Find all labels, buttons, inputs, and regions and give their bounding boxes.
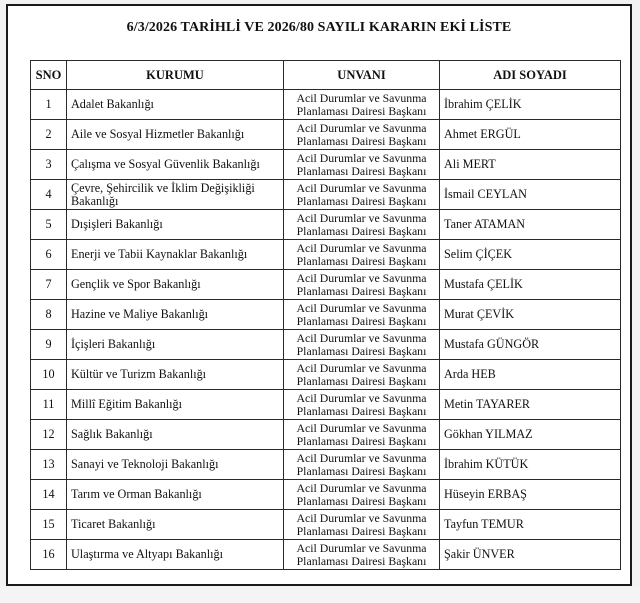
row-kurum: Sanayi ve Teknoloji Bakanlığı bbox=[67, 450, 284, 480]
row-unvan bbox=[284, 480, 440, 510]
table-row bbox=[31, 150, 621, 180]
row-kurum: Dışişleri Bakanlığı bbox=[67, 210, 284, 240]
row-unvan-line-1: Acil Durumlar ve Savunma bbox=[296, 270, 427, 285]
table-row bbox=[31, 510, 621, 540]
row-unvan-line-1: Acil Durumlar ve Savunma bbox=[296, 390, 427, 405]
row-adi-soyadi: Arda HEB bbox=[440, 360, 621, 390]
row-unvan bbox=[284, 300, 440, 330]
row-unvan-line-1: Acil Durumlar ve Savunma bbox=[296, 240, 427, 255]
document-page bbox=[6, 4, 632, 586]
row-sno: 13 bbox=[31, 450, 67, 480]
row-unvan-line-2: Planlaması Dairesi Başkanı bbox=[296, 253, 427, 268]
table-row bbox=[31, 240, 621, 270]
row-sno: 9 bbox=[31, 330, 67, 360]
row-sno: 15 bbox=[31, 510, 67, 540]
row-sno: 5 bbox=[31, 210, 67, 240]
header-kurumu: KURUMU bbox=[67, 61, 284, 90]
row-unvan-line-2: Planlaması Dairesi Başkanı bbox=[296, 433, 427, 448]
row-kurum: Aile ve Sosyal Hizmetler Bakanlığı bbox=[67, 120, 284, 150]
row-kurum: Kültür ve Turizm Bakanlığı bbox=[67, 360, 284, 390]
row-kurum: İçişleri Bakanlığı bbox=[67, 330, 284, 360]
row-unvan-line-1: Acil Durumlar ve Savunma bbox=[296, 120, 427, 135]
row-adi-soyadi: Selim ÇİÇEK bbox=[440, 240, 621, 270]
row-adi-soyadi: Hüseyin ERBAŞ bbox=[440, 480, 621, 510]
row-unvan-line-1: Acil Durumlar ve Savunma bbox=[296, 330, 427, 345]
table-row bbox=[31, 390, 621, 420]
row-unvan bbox=[284, 390, 440, 420]
row-kurum: Hazine ve Maliye Bakanlığı bbox=[67, 300, 284, 330]
row-unvan bbox=[284, 180, 440, 210]
row-unvan-line-1: Acil Durumlar ve Savunma bbox=[296, 300, 427, 315]
bottom-margin bbox=[0, 586, 640, 603]
row-sno: 14 bbox=[31, 480, 67, 510]
row-unvan-line-2: Planlaması Dairesi Başkanı bbox=[296, 403, 427, 418]
row-unvan bbox=[284, 150, 440, 180]
row-adi-soyadi: Ali MERT bbox=[440, 150, 621, 180]
table-body bbox=[31, 90, 621, 570]
row-adi-soyadi: İsmail CEYLAN bbox=[440, 180, 621, 210]
table-row bbox=[31, 330, 621, 360]
row-unvan bbox=[284, 540, 440, 570]
row-unvan-line-1: Acil Durumlar ve Savunma bbox=[296, 420, 427, 435]
row-unvan-line-2: Planlaması Dairesi Başkanı bbox=[296, 193, 427, 208]
table-row bbox=[31, 90, 621, 120]
row-unvan bbox=[284, 210, 440, 240]
document-title: 6/3/2026 TARİHLİ VE 2026/80 SAYILI KARARIN EKİ LİSTE bbox=[126, 20, 512, 35]
row-sno: 3 bbox=[31, 150, 67, 180]
table-row bbox=[31, 300, 621, 330]
row-adi-soyadi: Tayfun TEMUR bbox=[440, 510, 621, 540]
row-sno: 2 bbox=[31, 120, 67, 150]
row-adi-soyadi: Ahmet ERGÜL bbox=[440, 120, 621, 150]
row-unvan-line-1: Acil Durumlar ve Savunma bbox=[296, 450, 427, 465]
row-unvan bbox=[284, 510, 440, 540]
table-row bbox=[31, 540, 621, 570]
row-unvan bbox=[284, 420, 440, 450]
row-unvan-line-1: Acil Durumlar ve Savunma bbox=[296, 180, 427, 195]
row-kurum: Çevre, Şehircilik ve İklim Değişikliği Bakanlığı bbox=[67, 180, 284, 210]
row-adi-soyadi: İbrahim KÜTÜK bbox=[440, 450, 621, 480]
row-sno: 16 bbox=[31, 540, 67, 570]
row-kurum: Tarım ve Orman Bakanlığı bbox=[67, 480, 284, 510]
row-unvan-line-2: Planlaması Dairesi Başkanı bbox=[296, 223, 427, 238]
row-unvan bbox=[284, 270, 440, 300]
row-adi-soyadi: Mustafa ÇELİK bbox=[440, 270, 621, 300]
table-row bbox=[31, 270, 621, 300]
row-unvan-line-1: Acil Durumlar ve Savunma bbox=[296, 90, 427, 105]
row-adi-soyadi: Gökhan YILMAZ bbox=[440, 420, 621, 450]
row-kurum: Adalet Bakanlığı bbox=[67, 90, 284, 120]
row-adi-soyadi: Taner ATAMAN bbox=[440, 210, 621, 240]
table-row bbox=[31, 450, 621, 480]
row-unvan-line-2: Planlaması Dairesi Başkanı bbox=[296, 553, 427, 568]
header-adi-soyadi: ADI SOYADI bbox=[440, 61, 621, 90]
row-unvan-line-1: Acil Durumlar ve Savunma bbox=[296, 510, 427, 525]
row-unvan bbox=[284, 90, 440, 120]
row-unvan-line-2: Planlaması Dairesi Başkanı bbox=[296, 103, 427, 118]
row-kurum: Çalışma ve Sosyal Güvenlik Bakanlığı bbox=[67, 150, 284, 180]
table-header-row bbox=[31, 61, 621, 90]
table-row bbox=[31, 480, 621, 510]
row-unvan-line-1: Acil Durumlar ve Savunma bbox=[296, 210, 427, 225]
row-sno: 1 bbox=[31, 90, 67, 120]
row-adi-soyadi: Mustafa GÜNGÖR bbox=[440, 330, 621, 360]
row-unvan-line-2: Planlaması Dairesi Başkanı bbox=[296, 283, 427, 298]
row-adi-soyadi: Şakir ÜNVER bbox=[440, 540, 621, 570]
row-unvan bbox=[284, 120, 440, 150]
row-sno: 7 bbox=[31, 270, 67, 300]
row-sno: 8 bbox=[31, 300, 67, 330]
row-sno: 11 bbox=[31, 390, 67, 420]
row-unvan-line-2: Planlaması Dairesi Başkanı bbox=[296, 463, 427, 478]
row-unvan-line-2: Planlaması Dairesi Başkanı bbox=[296, 523, 427, 538]
row-kurum: Ticaret Bakanlığı bbox=[67, 510, 284, 540]
row-unvan bbox=[284, 450, 440, 480]
row-sno: 4 bbox=[31, 180, 67, 210]
row-sno: 10 bbox=[31, 360, 67, 390]
row-adi-soyadi: Metin TAYARER bbox=[440, 390, 621, 420]
row-adi-soyadi: Murat ÇEVİK bbox=[440, 300, 621, 330]
row-unvan bbox=[284, 330, 440, 360]
header-unvani: UNVANI bbox=[284, 61, 440, 90]
row-unvan-line-2: Planlaması Dairesi Başkanı bbox=[296, 373, 427, 388]
row-unvan-line-1: Acil Durumlar ve Savunma bbox=[296, 540, 427, 555]
row-unvan bbox=[284, 240, 440, 270]
row-unvan-line-1: Acil Durumlar ve Savunma bbox=[296, 150, 427, 165]
row-unvan-line-1: Acil Durumlar ve Savunma bbox=[296, 480, 427, 495]
row-unvan-line-2: Planlaması Dairesi Başkanı bbox=[296, 313, 427, 328]
row-kurum: Gençlik ve Spor Bakanlığı bbox=[67, 270, 284, 300]
row-kurum: Ulaştırma ve Altyapı Bakanlığı bbox=[67, 540, 284, 570]
table-row bbox=[31, 360, 621, 390]
row-kurum: Millî Eğitim Bakanlığı bbox=[67, 390, 284, 420]
appointment-table bbox=[30, 60, 621, 570]
row-kurum: Enerji ve Tabii Kaynaklar Bakanlığı bbox=[67, 240, 284, 270]
row-unvan-line-2: Planlaması Dairesi Başkanı bbox=[296, 343, 427, 358]
row-kurum: Sağlık Bakanlığı bbox=[67, 420, 284, 450]
row-adi-soyadi: İbrahim ÇELİK bbox=[440, 90, 621, 120]
header-sno: SNO bbox=[31, 61, 67, 90]
row-sno: 6 bbox=[31, 240, 67, 270]
row-unvan bbox=[284, 360, 440, 390]
row-unvan-line-2: Planlaması Dairesi Başkanı bbox=[296, 493, 427, 508]
table-row bbox=[31, 210, 621, 240]
row-unvan-line-1: Acil Durumlar ve Savunma bbox=[296, 360, 427, 375]
row-unvan-line-2: Planlaması Dairesi Başkanı bbox=[296, 163, 427, 178]
row-sno: 12 bbox=[31, 420, 67, 450]
table-row bbox=[31, 120, 621, 150]
table-row bbox=[31, 180, 621, 210]
row-unvan-line-2: Planlaması Dairesi Başkanı bbox=[296, 133, 427, 148]
table-row bbox=[31, 420, 621, 450]
